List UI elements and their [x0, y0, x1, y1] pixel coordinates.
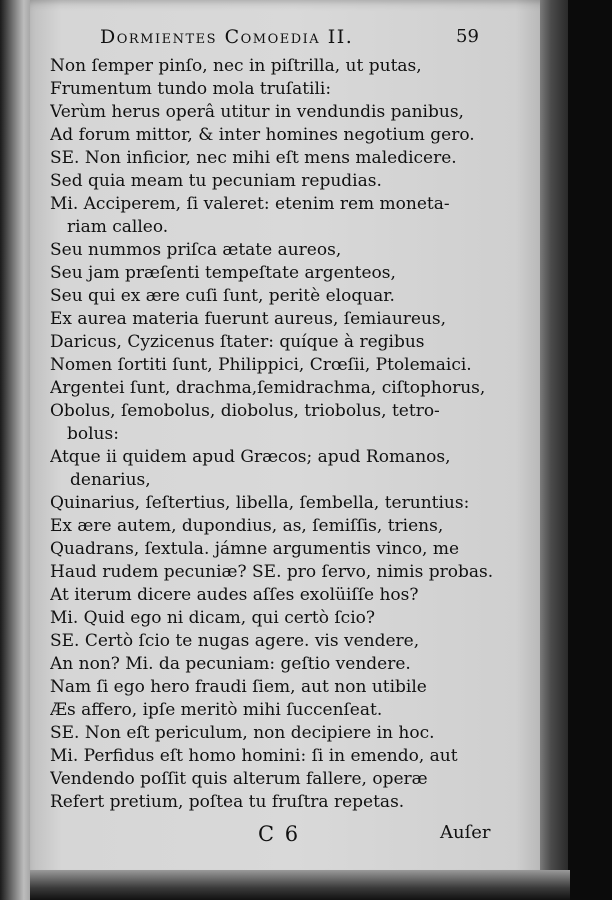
text-line: Frumentum tundo mola truſatili: [50, 79, 332, 99]
text-line: Verùm herus operâ utitur in vendundis panibus, [50, 102, 464, 122]
text-line: Æs affero, ipſe meritò mihi ſuccenſeat. [50, 700, 383, 720]
signature-mark: C 6 [258, 822, 301, 846]
text-line: Mi. Quid ego ni dicam, qui certò ſcio? [50, 608, 375, 628]
page-footer [30, 822, 550, 850]
text-line: Refert pretium, poſtea tu fruſtra repetas. [50, 792, 405, 812]
page-number: 59 [456, 26, 479, 47]
running-head [30, 26, 548, 54]
text-line: An non? Mi. da pecuniam: geſtio vendere. [50, 654, 411, 674]
text-line: Vendendo poſſit quis alterum fallere, operæ [50, 769, 428, 789]
page-bottom-edge [30, 870, 570, 900]
text-line-continuation: denarius, [70, 470, 151, 490]
text-line-continuation: riam calleo. [67, 217, 169, 237]
text-line: SE. Non inficior, nec mihi eſt mens maledicere. [50, 148, 457, 168]
text-line: Argentei ſunt, drachma,ſemidrachma, ciſtophorus, [50, 378, 486, 398]
text-line: At iterum dicere audes aſſes exolüiſſe hos? [50, 585, 419, 605]
text-line: Ex ære autem, dupondius, as, ſemiſſis, triens, [50, 516, 444, 536]
text-line: SE. Certò ſcio te nugas agere. vis vendere, [50, 631, 420, 651]
text-line: Sed quia meam tu pecuniam repudias. [50, 171, 382, 191]
text-line: Obolus, ſemobolus, diobolus, triobolus, tetro- [50, 401, 440, 421]
text-line: Atque ii quidem apud Græcos; apud Romanos, [50, 447, 451, 467]
text-line: Daricus, Cyzicenus ſtater: quíque à regibus [50, 332, 425, 352]
text-line: Nomen ſortiti ſunt, Philippici, Crœſii, Ptolemaici. [50, 355, 472, 375]
page-edge-shadow [540, 0, 568, 900]
text-line: Haud rudem pecuniæ? SE. pro ſervo, nimis probas. [50, 562, 494, 582]
text-line: Seu jam præſenti tempeſtate argenteos, [50, 263, 396, 283]
text-line: Quinarius, ſeſtertius, libella, ſembella, teruntius: [50, 493, 470, 513]
text-line: Nam ſi ego hero fraudi ſiem, aut non utibile [50, 677, 427, 697]
text-line: Ex aurea materia fuerunt aureus, ſemiaureus, [50, 309, 447, 329]
text-line: Non ſemper pinſo, nec in piſtrilla, ut putas, [50, 56, 422, 76]
text-line: Mi. Perfidus eſt homo homini: ſi in emendo, aut [50, 746, 458, 766]
text-line: Seu nummos priſca ætate aureos, [50, 240, 342, 260]
book-gutter [0, 0, 34, 900]
catchword: Auſer [440, 822, 491, 843]
text-line: Quadrans, ſextula. jámne argumentis vinco, me [50, 539, 460, 559]
text-line: Mi. Acciperem, ſi valeret: etenim rem moneta- [50, 194, 450, 214]
text-line-continuation: bolus: [67, 424, 119, 444]
text-line: Ad forum mittor, & inter homines negotium gero. [50, 125, 475, 145]
text-line: SE. Non eſt periculum, non decipiere in hoc. [50, 723, 435, 743]
text-body [50, 55, 520, 814]
text-line: Seu qui ex ære cuſi ſunt, peritè eloquar. [50, 286, 395, 306]
running-title: Dormientes Comoedia II. [100, 26, 354, 48]
